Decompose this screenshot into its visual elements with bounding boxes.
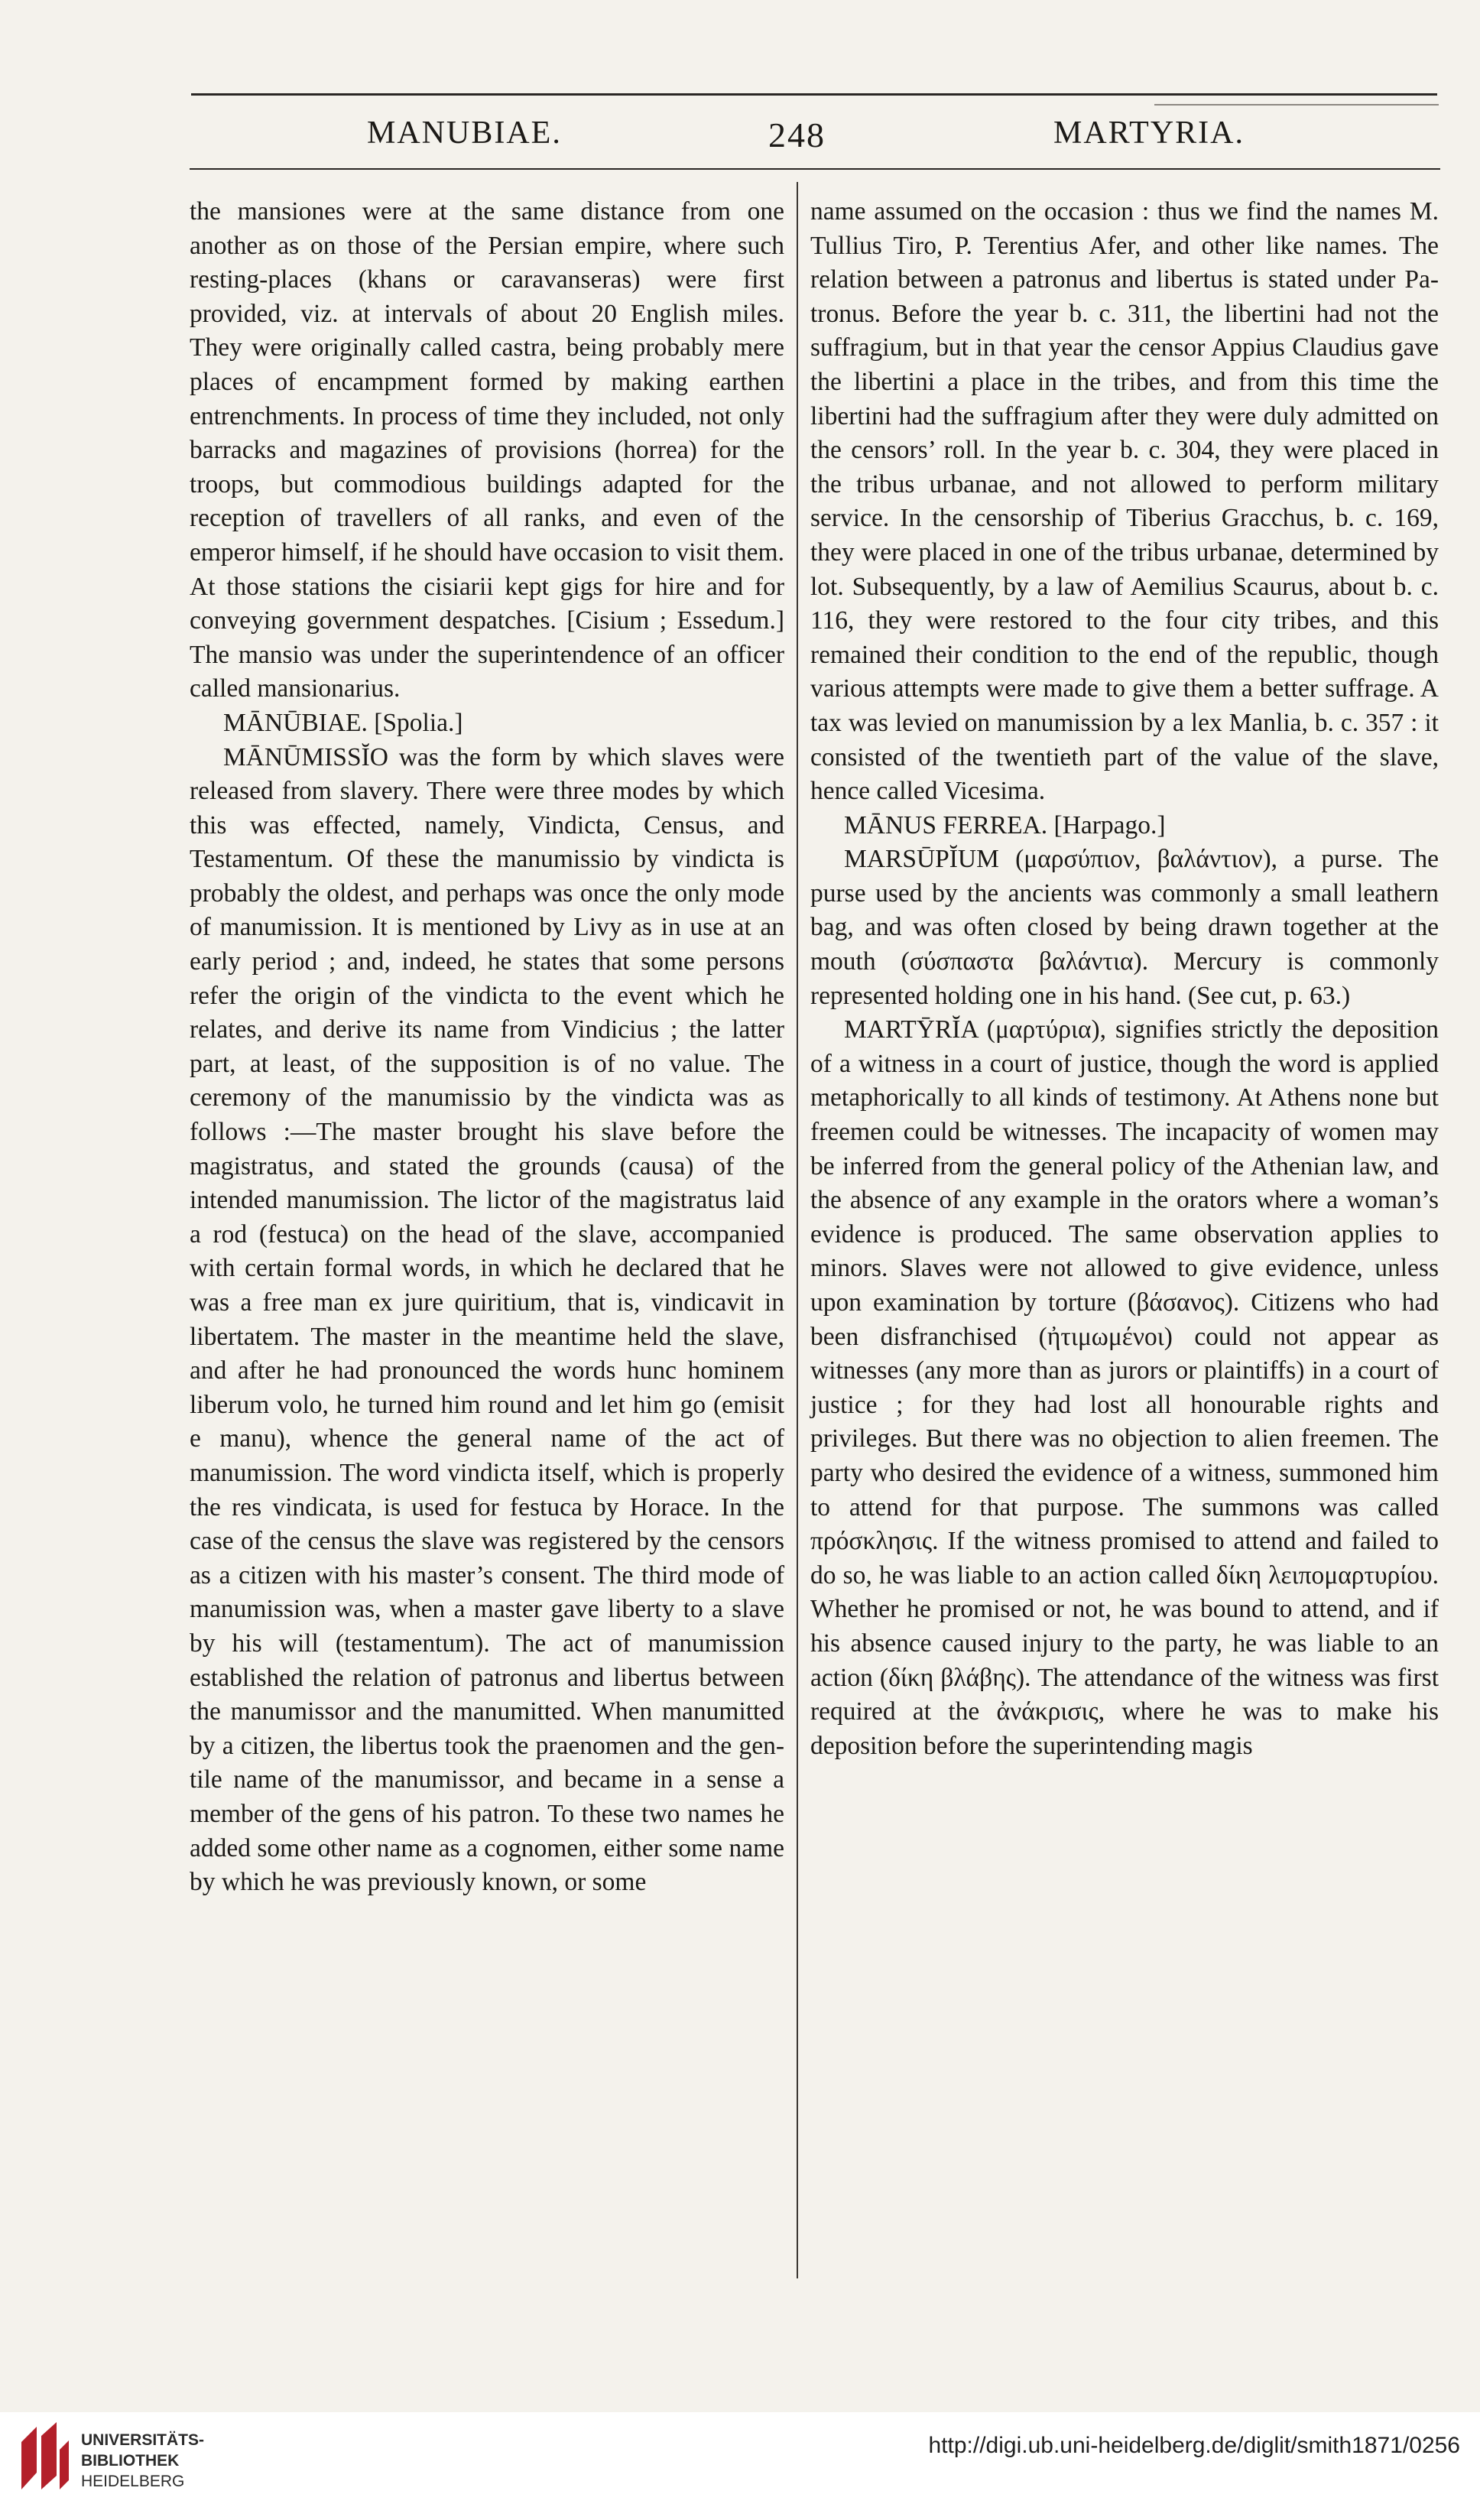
library-name-line: UNIVERSITÄTS- bbox=[81, 2431, 205, 2449]
column-divider bbox=[797, 182, 798, 2278]
entry-manumissio: MĀNŪMISSĬO was the form by which slaves were released from slavery. There were three modes by which this was effected, namely, Vindicta, Census, and Testamentum. Of these the manumissio by vindicta is probably the oldest, and perhaps was once the only mode of manumission. It is mentioned by Livy as in use at an early period ; and, indeed, he states that some persons refer the origin of the vindicta to the event which he relates, and derive its name from Vindicius ; the latter part, at least, of the supposition is of no value. The ceremony of the manumissio by the vindicta was as follows :—The master brought his slave before the magistratus, and stated the grounds (causa) of the intended manumission. The lictor of the magistratus laid a rod (festuca) on the head of the slave, accompanied with certain formal words, in which he declared that he was a free man ex jure quiritium, that is, vindicavit in libertatem. The master in the meantime held the slave, and after he had pronounced the words hunc hominem liberum volo, he turned him round and let him go (emisit e manu), whence the general name of the act of manumission. The word vindicta itself, which is properly the res vindicata, is used for festuca by Horace. In the case of the census the slave was registered by the censors as a citizen with his master’s consent. The third mode of manumission was, when a master gave liberty to a slave by his will (testamentum). The act of manumission established the relation of patronus and libertus between the manumissor and the manumitted. When manumitted by a citizen, the libertus took the praenomen and the gentile name of the manumissor, and became in a sense a member of the gens of his patron. To these two names he added some other name as a cognomen, either some name by which he was previously known, or some bbox=[190, 742, 784, 1897]
library-name bbox=[81, 2430, 204, 2492]
entry-marsupium: MARSŪPĬUM (μαρσύπιον, βαλάντιον), a purse. The purse used by the ancients was commonly a small leathern bag, and was often closed by being drawn together at the mouth (σύσπαστα βαλάντια). Mercury is commonly represented holding one in his hand. (See cut, p. 63.) bbox=[810, 845, 1439, 1010]
paragraph: the mansiones were at the same distance from one another as on those of the Persian empire, where such resting-places (khans or caravanseras) were first provided, viz. at intervals of about 20 English miles. They were originally called castra, being probably mere places of encampment formed by making earthen entrenchments. In process of time they included, not only barracks and magazines of provisions (horrea) for the troops, but commodious buildings adapted for the reception of travellers of all ranks, and even of the emperor himself, if he should have occasion to visit them. At those stations the cisiarii kept gigs for hire and for conveying government despatches. [Cisium ; Essedum.] The mansio was under the superintendence of an officer called mansionarius. bbox=[190, 197, 784, 703]
paragraph: name assumed on the occasion : thus we find the names M. Tullius Tiro, P. Terentius Afer, and other like names. The relation between a patronus and libertus is stated under Patronus. Before the year b. c. 311, the libertini had not the suffragium, but in that year the censor Appius Claudius gave the libertini a place in the tribes, and from this time the libertini had the suffragium after they were duly admitted on the censors’ roll. In the year b. c. 304, they were placed in the tribus urbanae, and not allowed to perform military service. In the censorship of Tiberius Gracchus, b. c. 169, they were placed in one of the tribus urbanae, determined by lot. Subsequently, by a law of Aemilius Scaurus, about b. c. 116, they were restored to the four city tribes, and this remained their condition to the end of the republic, though various attempts were made to give them a better suffrage. A tax was levied on manumission by a lex Manlia, b. c. 357 : it consisted of the twentieth part of the value of the slave, hence called Vicesima. bbox=[810, 197, 1439, 806]
running-head-left: MANUBIAE. bbox=[367, 115, 562, 151]
entry-martyria: MARTȲRĬA (μαρτύρια), signifies strictly the deposition of a witness in a court of justice, though the word is applied metaphorically to all kinds of testimony. At Athens none but freemen could be witnesses. The incapacity of women may be inferred from the general policy of the Athenian law, and the absence of any example in the orators where a woman’s evidence is produced. The same observation applies to minors. Slaves were not allowed to give evidence, unless upon examination by torture (βάσανος). Citizens who had been disfranchised (ἠτιμωμένοι) could not appear as witnesses (any more than as jurors or plaintiffs) in a court of justice ; for they had lost all honourable rights and privileges. But there was no objection to alien freemen. The party who desired the evidence of a witness, summoned him to attend for that purpose. The summons was called πρόσκλησις. If the witness promised to attend and failed to do so, he was liable to an action called δίκη λειπομαρτυρίου. Whether he promised or not, he was bound to attend, and if his absence caused injury to the party, he was liable to an action (δίκη βλάβης). The attendance of the witness was first required at the ἀνάκρισις, where he was to make his deposition before the superintending magis bbox=[810, 1015, 1439, 1760]
library-logo[interactable] bbox=[15, 2416, 260, 2508]
heidelberg-library-logo-icon bbox=[15, 2419, 70, 2496]
top-rule bbox=[191, 93, 1437, 96]
library-name-line: BIBLIOTHEK bbox=[81, 2452, 180, 2470]
running-head-right: MARTYRIA. bbox=[1053, 115, 1245, 151]
header-rule bbox=[190, 168, 1440, 170]
entry-manubiae: MĀNŪBIAE. [Spolia.] bbox=[223, 708, 463, 737]
top-rule-secondary bbox=[1154, 104, 1439, 106]
running-head bbox=[191, 115, 1437, 161]
page-number: 248 bbox=[768, 115, 826, 154]
right-column bbox=[810, 195, 1439, 1763]
source-url-link[interactable]: http://digi.ub.uni-heidelberg.de/diglit/smith1871/0256 bbox=[928, 2433, 1460, 2458]
entry-manus-ferrea: MĀNUS FERREA. [Harpago.] bbox=[844, 810, 1166, 839]
library-name-line: HEIDELBERG bbox=[81, 2473, 185, 2490]
left-column bbox=[190, 195, 784, 1900]
